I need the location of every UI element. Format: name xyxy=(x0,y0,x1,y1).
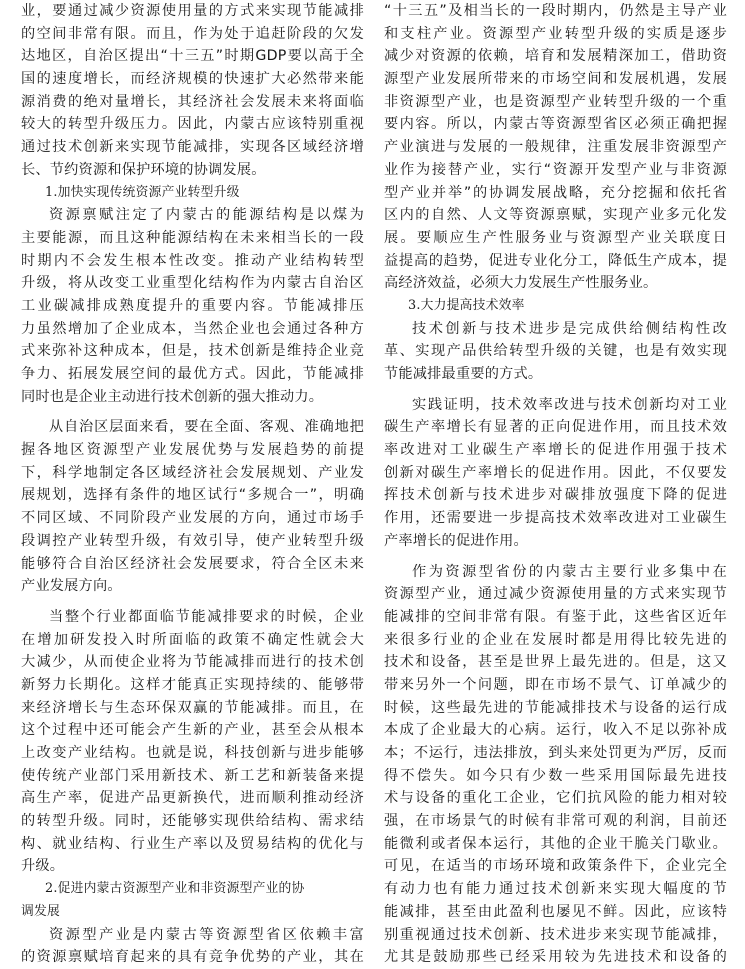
text-line: 构、就业结构、行业生产率以及贸易结构的优化与 xyxy=(21,835,364,852)
section-heading: 2.促进内蒙古资源型产业和非资源型产业的协 xyxy=(45,881,305,897)
paragraph-first-line: 作为资源型省份的内蒙古主要行业多集中在 xyxy=(412,563,727,580)
text-line: 不同区域、不同阶段产业发展的方向，通过市场手 xyxy=(21,510,364,527)
text-line: 带来另外一个问题，即在市场不景气、订单减少的 xyxy=(384,676,727,693)
text-line: 和支柱产业。资源型产业转型升级的实质是逐步 xyxy=(384,25,727,42)
text-line: 工业碳减排成熟度提升的重要内容。节能减排压 xyxy=(21,297,364,314)
text-line: 创新对碳生产率增长的促进作用。因此，不仅要发 xyxy=(384,464,727,481)
text-line: 尤其是鼓励那些已经采用较为先进技术和设备的 xyxy=(384,949,727,966)
text-line: 争力、拓展发展空间的最优方式。因此，节能减排 xyxy=(21,366,364,382)
paragraph-first-line: 从自治区层面来看，要在全面、客观、准确地把 xyxy=(49,419,364,436)
text-line: 碳生产率增长有显著的正向促进作用，而且技术效 xyxy=(384,419,727,436)
text-line: 大减少，从而使企业将为节能减排而进行的技术创 xyxy=(21,654,364,671)
text-line: 可见，在适当的市场环境和政策条件下，企业完全 xyxy=(384,858,727,875)
text-line: 能减排的空间非常有限。有鉴于此，这些省区近年 xyxy=(384,608,727,625)
text-line: 源型产业发展所带来的市场空间和发展机遇，发展 xyxy=(384,71,727,88)
text-line: 时候，这些最先进的节能减排技术与设备的运行成 xyxy=(384,699,727,716)
text-line: 有动力也有能力通过技术创新来实现大幅度的节 xyxy=(384,881,727,898)
text-line: 能够符合自治区经济社会发展要求，符合全区未来 xyxy=(21,555,364,572)
paragraph-first-line: 实践证明，技术效率改进与技术创新均对工业 xyxy=(412,396,727,413)
paragraph-gap xyxy=(384,386,727,394)
text-line: 率改进对工业碳生产率增长的促进作用强于技术 xyxy=(384,442,727,459)
text-line: 式来弥补这种成本，但是，技术创新是维持企业竞 xyxy=(21,343,364,360)
paragraph-last-line: 产业发展方向。 xyxy=(21,578,122,595)
text-line: 非资源型产业，也是资源型产业转型升级的一个重 xyxy=(384,93,727,110)
text-line: 这个过程中还可能会产生新的产业，甚至会从根本 xyxy=(21,722,364,739)
paragraph-gap xyxy=(21,408,364,416)
left-text-column xyxy=(21,0,364,969)
paragraph-last-line: 升级。 xyxy=(21,858,65,875)
text-line: 产业演进与发展的一般规律，注重发展非资源型产 xyxy=(384,139,727,156)
section-heading: 1.加快实现传统资源产业转型升级 xyxy=(45,184,240,200)
text-line: 要内容。所以，内蒙古等资源型省区必须正确把握 xyxy=(384,116,727,133)
text-line: 业作为接替产业，实行“资源开发型产业与非资源 xyxy=(384,161,727,178)
text-line: 区内的自然、人文等资源禀赋，实现产业多元化发 xyxy=(384,207,727,224)
text-line: 作用，还需要进一步提高技术效率改进对工业碳生 xyxy=(384,510,727,527)
text-line: 通过技术创新来实现节能减排，实现各区域经济增 xyxy=(21,139,364,156)
text-line: 时期内不会发生根本性改变。推动产业结构转型 xyxy=(21,252,364,269)
text-line: 源消费的绝对量增长，其经济社会发展未来将面临 xyxy=(21,93,364,110)
text-line: 业，要通过减少资源使用量的方式来实现节能减排 xyxy=(21,3,364,19)
text-line: 握各地区资源型产业发展优势与发展趋势的前提 xyxy=(21,442,364,459)
text-line: 展。要顺应生产性服务业与资源型产业关联度日 xyxy=(384,229,727,246)
text-line: 国的速度增长，而经济规模的快速扩大必然带来能 xyxy=(21,71,364,88)
text-line: 能微利或者保本运行，其他的企业干脆关门歇业。 xyxy=(384,835,727,852)
text-line: “十三五”及相当长的一段时期内，仍然是主导产业 xyxy=(384,3,727,19)
text-line: 新努力长期化。这样才能真正实现持续的、能够带 xyxy=(21,676,364,693)
section-heading-continued: 调发展 xyxy=(21,903,60,919)
text-line: 资源型产业，通过减少资源使用量的方式来实现节 xyxy=(384,586,727,603)
text-line: 技术和设备，甚至是世界上最先进的。但是，这又 xyxy=(384,654,727,671)
text-line: 上改变产业结构。也就是说，科技创新与进步能够 xyxy=(21,745,364,761)
text-line: 来很多行业的企业在发展时都是用得比较先进的 xyxy=(384,631,727,648)
text-line: 能减排，甚至由此盈利也屡见不鲜。因此，应该特 xyxy=(384,903,727,920)
text-line: 段调控产业转型升级，有效引导，使产业转型升级 xyxy=(21,532,364,549)
paragraph-gap xyxy=(384,553,727,561)
paragraph-gap xyxy=(21,598,364,606)
text-line: 本；不运行，违法排放，到头来处罚更为严厉，反而 xyxy=(384,745,727,761)
text-line: 展规划，选择有条件的地区试行“多规合一”，明确 xyxy=(21,487,364,504)
text-line: 的资源禀赋培育起来的具有竞争优势的产业，其在 xyxy=(21,949,364,966)
text-line: 达地区，自治区提出“十三五”时期GDP要以高于全 xyxy=(21,48,364,65)
text-line: 高生产率，促进产品更新换代，进而顺利推动经济 xyxy=(21,790,364,807)
paragraph-first-line: 技术创新与技术进步是完成供给侧结构性改 xyxy=(412,320,727,337)
text-line: 减少对资源的依赖，培育和发展精深加工，借助资 xyxy=(384,48,727,65)
text-line: 的转型升级。同时，还能够实现供给结构、需求结 xyxy=(21,813,364,830)
text-line: 较大的转型升级压力。因此，内蒙古应该特别重视 xyxy=(21,116,364,133)
text-line: 主要能源，而且这种能源结构在未来相当长的一段 xyxy=(21,229,364,246)
paragraph-last-line: 同时也是企业主动进行技术创新的强大推动力。 xyxy=(21,388,324,405)
text-line: 下，科学地制定各区域经济社会发展规划、产业发 xyxy=(21,464,364,481)
paragraph-last-line: 节能减排最重要的方式。 xyxy=(384,366,543,382)
text-line: 力虽然增加了企业成本，当然企业也会通过各种方 xyxy=(21,320,364,337)
text-line: 挥技术创新与技术进步对碳排放强度下降的促进 xyxy=(384,487,727,504)
text-line: 得不偿失。如今只有少数一些采用国际最先进技 xyxy=(384,767,727,784)
paragraph-last-line: 产率增长的促进作用。 xyxy=(384,532,528,549)
paragraph-first-line: 资源禀赋注定了内蒙古的能源结构是以煤为 xyxy=(49,207,364,224)
paragraph-last-line: 高经济效益，必须大力发展生产性服务业。 xyxy=(384,275,658,292)
text-line: 升级，将从改变工业重型化结构作为内蒙古自治区 xyxy=(21,275,364,292)
paragraph-first-line: 当整个行业都面临节能减排要求的时候，企业 xyxy=(49,608,364,625)
section-heading: 3.大力提高技术效率 xyxy=(408,297,525,313)
text-line: 强，在市场景气的时候有非常可观的利润，目前还 xyxy=(384,813,727,830)
text-line: 来经济增长与生态环保双赢的节能减排。而且，在 xyxy=(21,699,364,716)
text-line: 在增加研发投入时所面临的政策不确定性就会大 xyxy=(21,631,364,648)
right-text-column xyxy=(384,0,727,969)
text-line: 使传统产业部门采用新技术、新工艺和新装备来提 xyxy=(21,767,364,784)
text-line: 术与设备的重化工企业，它们抗风险的能力相对较 xyxy=(384,790,727,807)
text-line: 别重视通过技术创新、技术进步来实现节能减排， xyxy=(384,926,727,943)
text-line: 本成了企业最大的心病。运行，收入不足以弥补成 xyxy=(384,722,727,739)
paragraph-last-line: 长、节约资源和保护环境的协调发展。 xyxy=(21,161,266,178)
paragraph-first-line: 资源型产业是内蒙古等资源型省区依赖丰富 xyxy=(49,926,364,943)
text-line: 革、实现产品供给转型升级的关键，也是有效实现 xyxy=(384,343,727,360)
text-line: 型产业并举”的协调发展战略，充分挖掘和依托省 xyxy=(384,184,727,201)
text-line: 益提高的趋势，促进专业化分工，降低生产成本，提 xyxy=(384,252,727,269)
text-line: 的空间非常有限。而且，作为处于追赶阶段的欠发 xyxy=(21,25,364,42)
